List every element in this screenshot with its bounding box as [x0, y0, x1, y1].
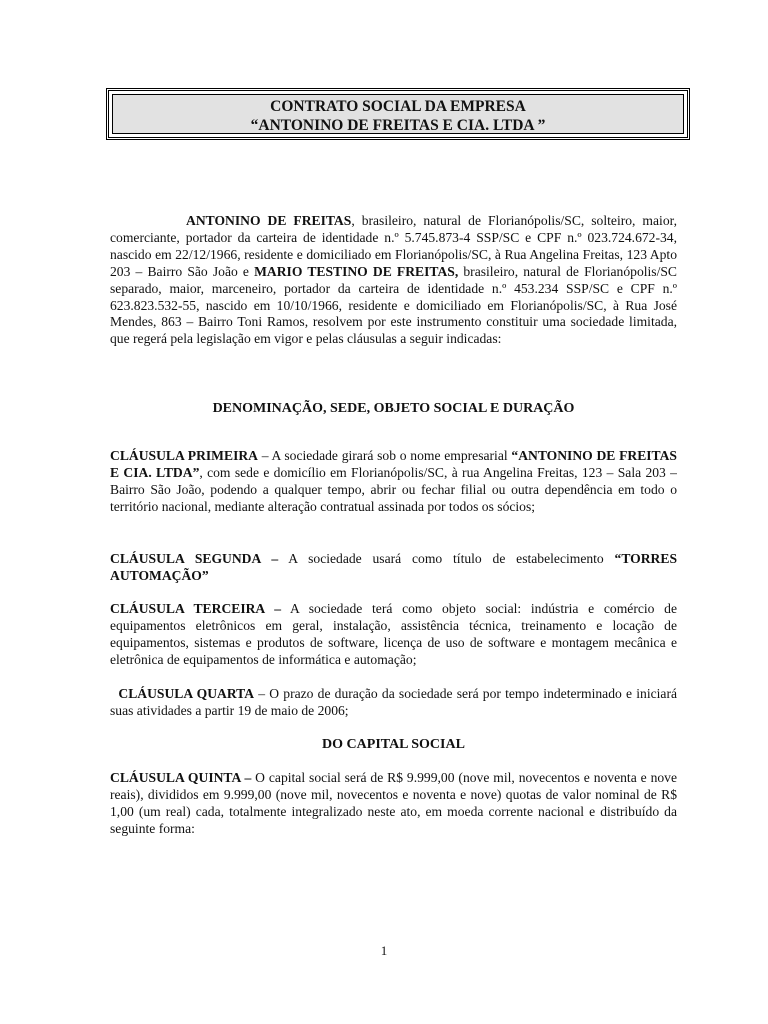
- clause-quinta-label: CLÁUSULA QUINTA –: [110, 770, 252, 785]
- clause-quarta-text: – O prazo de duração da sociedade será por tempo indeterminado e iniciará suas atividades a partir 19 de maio de 2006;: [110, 686, 677, 718]
- clause-quarta: [110, 686, 677, 720]
- clause-segunda-text: A sociedade usará como título de estabelecimento: [278, 551, 615, 566]
- clause-primeira-text-b: , com sede e domicílio em Florianópolis/SC, à rua Angelina Freitas, 123 – Sala 203 – Bairro São João, podendo a qualquer tempo, abrir ou fechar filial ou outra dependência em todo o território nacional, mediante alteração contratual assinada por todos os sócios;: [110, 464, 677, 514]
- clause-quinta-text: O capital social será de R$ 9.999,00 (nove mil, novecentos e noventa e nove reais), divididos em 9.999,00 (nove mil, novecentos e noventa e nove) quotas de valor nominal de R$ 1,00 (um real) cada, totalmente integralizado neste ato, em moeda corrente nacional e distribuído da seguinte forma:: [110, 770, 677, 836]
- section-heading-denominacao: DENOMINAÇÃO, SEDE, OBJETO SOCIAL E DURAÇÃO: [212, 401, 575, 416]
- clause-terceira-label: CLÁUSULA TERCEIRA –: [110, 601, 281, 616]
- title-line-2: “ANTONINO DE FREITAS E CIA. LTDA ”: [250, 117, 546, 134]
- clause-primeira-company-name: “ANTONINO DE FREITAS E CIA. LTDA”: [110, 448, 677, 480]
- partner-2-details: brasileiro, natural de Florianópolis/SC separado, maior, marceneiro, portador da carteira de identidade n.º 453.234 SSP/SC e CPF n.º 623.823.532-55, nascido em 10/10/1966, residente e domiciliado em Florianópolis/SC, à Rua José Mendes, 863 – Bairro Toni Ramos, resolvem por este instrumento constituir uma sociedade limitada, que regerá pela legislação em vigor e pelas cláusulas a seguir indicadas:: [110, 263, 677, 347]
- partner-1-name: ANTONINO DE FREITAS: [186, 213, 352, 228]
- clause-segunda: [110, 551, 677, 585]
- partner-1-details: , brasileiro, natural de Florianópolis/SC, solteiro, maior, comerciante, portador da carteira de identidade n.º 5.745.873-4 SSP/SC e CPF n.º 023.724.672-34, nascido em 22/12/1966, residente e domiciliado em Florianópolis/SC, à Rua Angelina Freitas, 123 Apto 203 – Bairro São João e: [110, 213, 677, 279]
- clause-primeira-label: CLÁUSULA PRIMEIRA: [110, 448, 259, 463]
- clause-quarta-label: CLÁUSULA QUARTA: [118, 686, 255, 701]
- section-heading-capital: DO CAPITAL SOCIAL: [322, 737, 465, 752]
- clause-segunda-label: CLÁUSULA SEGUNDA –: [110, 551, 279, 566]
- clause-segunda-trade-name: “TORRES AUTOMAÇÃO”: [110, 551, 677, 583]
- title-line-1: CONTRATO SOCIAL DA EMPRESA: [270, 98, 526, 115]
- partner-2-name: MARIO TESTINO DE FREITAS,: [254, 263, 459, 279]
- preamble-paragraph: [110, 213, 677, 348]
- title-box-inner: [112, 94, 684, 134]
- page-number: 1: [380, 943, 388, 958]
- title-box: [106, 88, 690, 140]
- clause-primeira: [110, 448, 677, 516]
- clause-primeira-text-a: – A sociedade girará sob o nome empresarial: [258, 448, 512, 463]
- clause-terceira-text: A sociedade terá como objeto social: indústria e comércio de equipamentos eletrônicos em geral, instalação, assistência técnica, treinamento e locação de equipamentos, sistemas e produtos de software, licença de uso de software e montagem mecânica e eletrônica de equipamentos de informática e automação;: [110, 601, 677, 667]
- clause-terceira: [110, 601, 677, 669]
- clause-quinta: [110, 770, 677, 838]
